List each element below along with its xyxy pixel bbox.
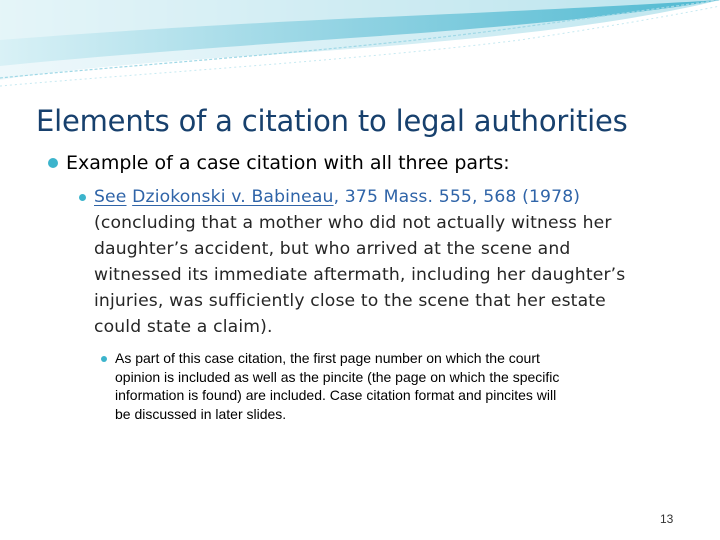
bullet-level2-icon [79,194,86,201]
citation-block [94,184,694,340]
note-line: As part of this case citation, the first page number on which the court [115,350,540,366]
bullet-level1-icon [48,158,58,168]
note-line: be discussed in later slides. [115,405,287,422]
note-line: opinion is included as well as the pincite (the page on which the specific [115,368,560,385]
citation-case-name: Dziokonski v. Babineau [132,187,334,207]
note-line: information is found) are included. Case citation format and pincites will [115,387,557,404]
note-block [115,349,675,423]
citation-parenthetical-line: injuries, was sufficiently close to the scene that her estate [94,291,606,311]
citation-parenthetical-line: witnessed its immediate aftermath, including her daughter’s [94,265,626,285]
citation-parenthetical-line: (concluding that a mother who did not actually witness her [94,213,612,233]
slide-title: Elements of a citation to legal authorities [36,104,628,138]
page-number: 13 [660,512,674,526]
bullet-level1-text: Example of a case citation with all three parts: [66,152,510,174]
citation-parenthetical-line: could state a claim). [94,317,273,337]
citation-reporter: , 375 Mass. 555, 568 (1978) [333,187,581,207]
bullet-level3-icon [101,356,107,362]
citation-parenthetical-line: daughter’s accident, but who arrived at the scene and [94,239,571,259]
citation-signal: See [94,187,127,207]
citation-first-line [94,184,694,210]
header-wave-decoration [0,0,720,96]
